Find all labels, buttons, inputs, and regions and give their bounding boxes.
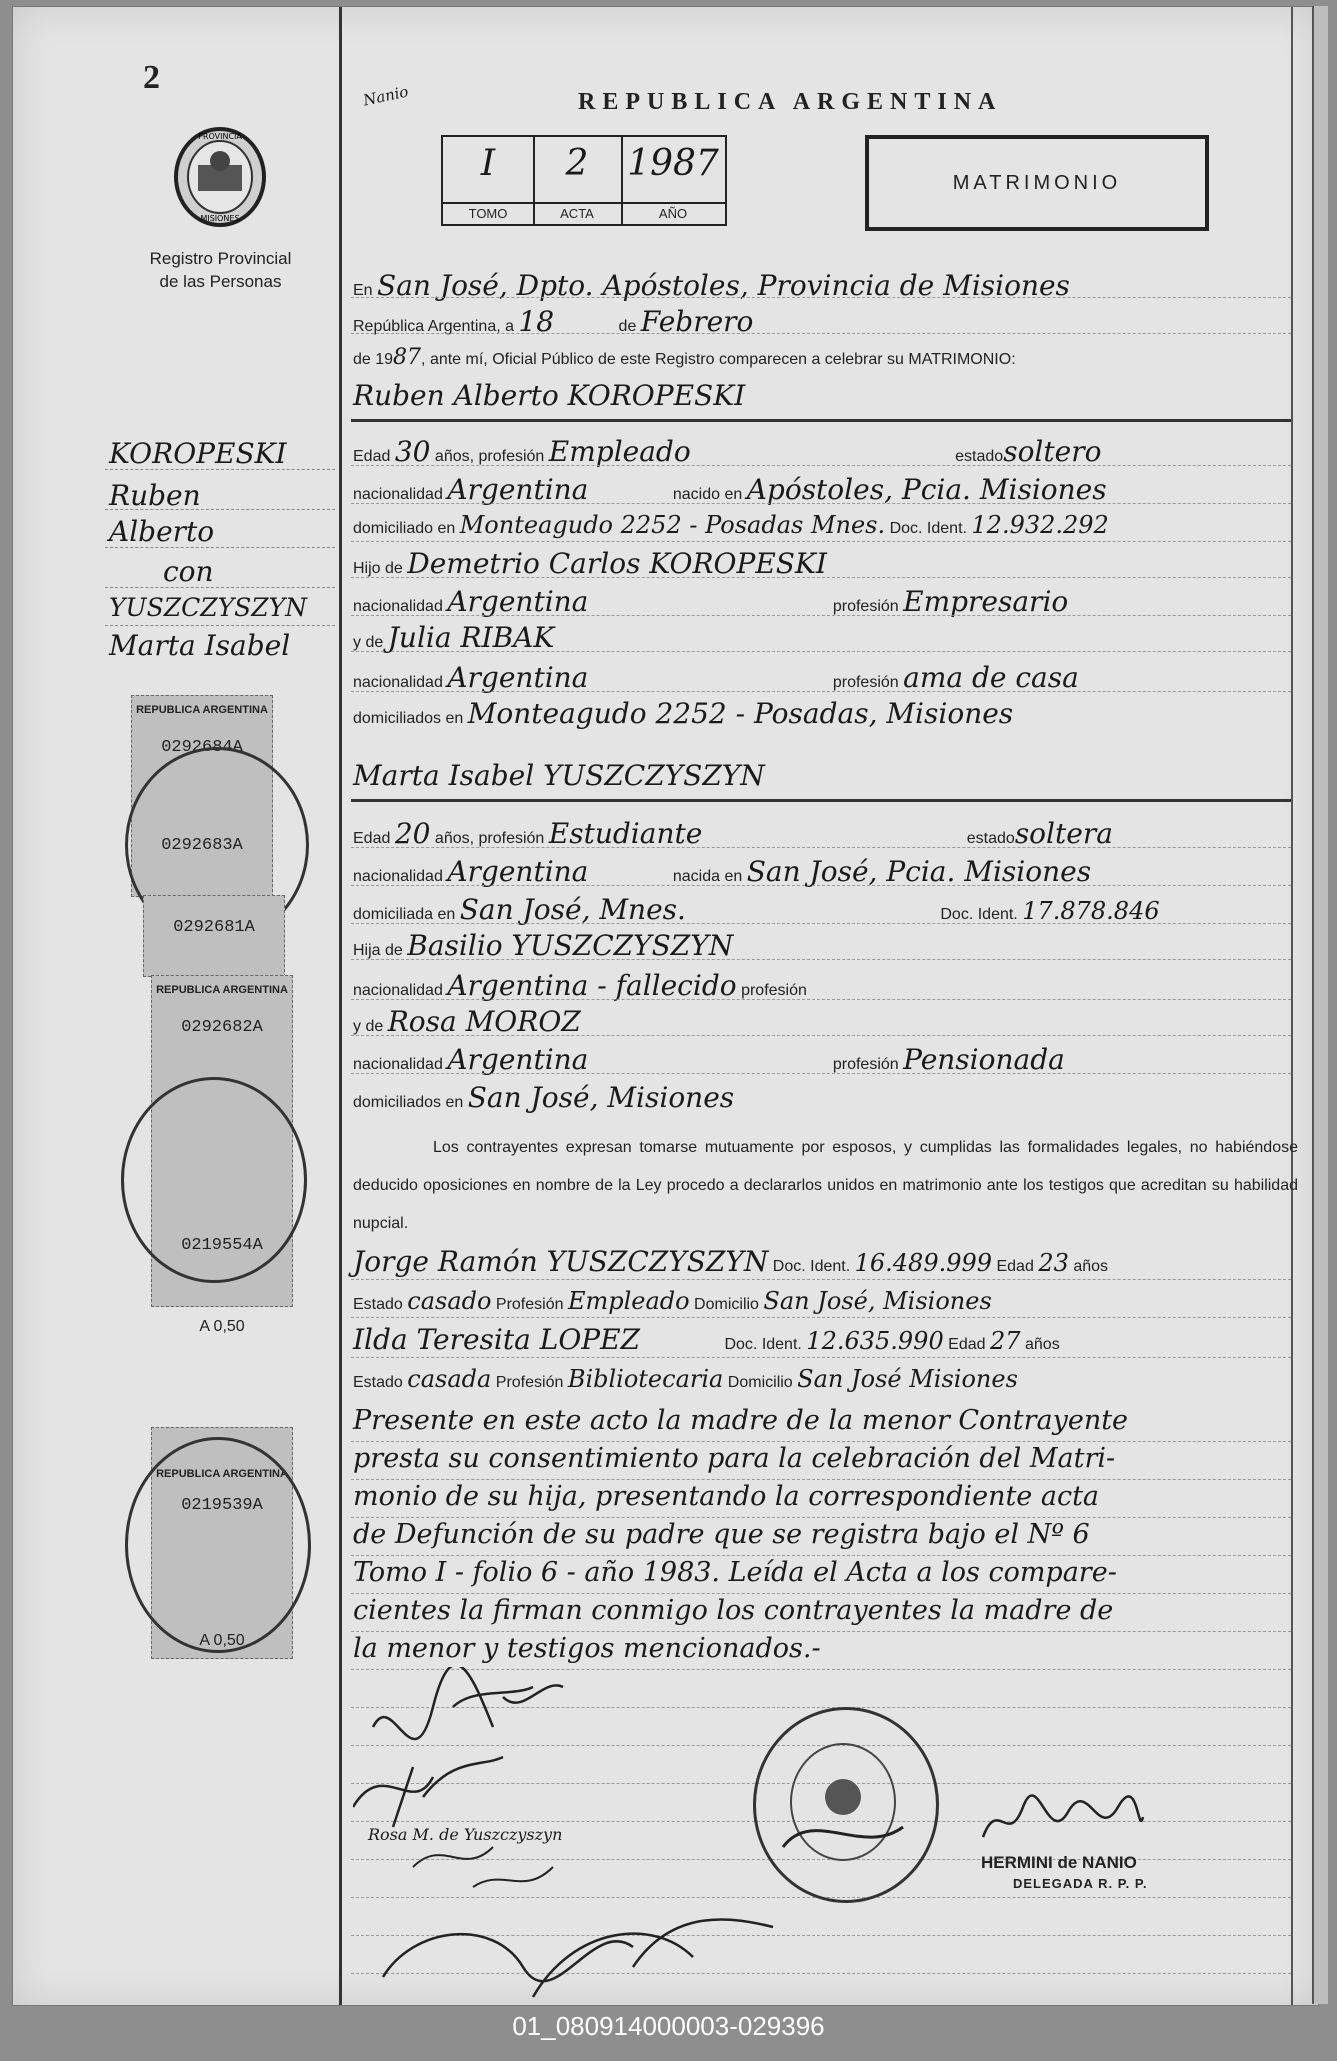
bride-name xyxy=(353,759,765,792)
left-margin-column xyxy=(13,7,339,2005)
dom-label: Domicilio xyxy=(727,1374,793,1391)
side-name-bride-surname: YUSZCZYSZYN xyxy=(109,593,307,622)
witness2-address: San José Misiones xyxy=(797,1365,1018,1393)
bride-parents-address-line xyxy=(353,1081,734,1114)
bride-name-value: Marta Isabel YUSZCZYSZYN xyxy=(353,759,765,792)
side-rule xyxy=(105,509,335,510)
nac-label: nacionalidad xyxy=(353,598,443,615)
bride-birthplace: San José, Pcia. Misiones xyxy=(746,855,1092,888)
nacido-label: nacido en xyxy=(672,486,743,503)
groom-father-profession: Empresario xyxy=(903,585,1069,618)
nac-label: nacionalidad xyxy=(353,982,443,999)
en-label: En xyxy=(353,282,373,299)
estado-label: Estado xyxy=(353,1374,403,1391)
dom-label: domiciliada en xyxy=(353,906,456,923)
edad-label: Edad xyxy=(948,1336,986,1353)
witness1-age: 23 xyxy=(1038,1249,1069,1277)
anos-prof-label: años, profesión xyxy=(434,448,545,465)
side-name-surname: KOROPESKI xyxy=(109,437,287,470)
stamp-number: 0292681A xyxy=(173,918,255,937)
stamp-number: 0292683A xyxy=(161,836,243,855)
groom-mother: Julia RIBAK xyxy=(387,621,555,654)
official-title: DELEGADA R. P. P. xyxy=(1013,1876,1148,1891)
witness2-doc: 12.635.990 xyxy=(806,1327,944,1355)
de-label: de xyxy=(618,318,637,335)
legal-text: Los contrayentes expresan tomarse mutuamente por esposos, y cumplidas las formalidades legales, no habiéndose deducido oposiciones en nombre de la Ley procedo a declararlos unidos en matrimonio ante los testigos que acreditan su habilidad nupcial. xyxy=(353,1139,1298,1232)
crest-text-top: PROVINCIA xyxy=(198,132,242,141)
estado-label: estado xyxy=(955,448,1004,465)
registry-seal-left-3 xyxy=(125,1437,311,1653)
year-prefix: de 19 xyxy=(353,351,394,368)
month-value: Febrero xyxy=(640,305,754,338)
bride-father-nationality: Argentina - fallecido xyxy=(447,969,737,1002)
stamp-number: 0292684A xyxy=(161,738,243,757)
doms-label: domiciliados en xyxy=(353,710,464,727)
bride-mother-nationality: Argentina xyxy=(447,1043,589,1076)
bride-father-nat-line xyxy=(353,969,807,1002)
dom-label: Domicilio xyxy=(694,1296,759,1313)
nac-label: nacionalidad xyxy=(353,674,443,691)
note-line: de Defunción de su padre que se registra bajo el Nº 6 xyxy=(353,1519,1090,1550)
groom-mother-nat-line xyxy=(353,661,1079,694)
witness1-details xyxy=(353,1287,992,1315)
groom-mother-profession: ama de casa xyxy=(903,661,1079,694)
groom-father: Demetrio Carlos KOROPESKI xyxy=(407,547,827,580)
edad-label: Edad xyxy=(353,448,391,465)
column-divider xyxy=(339,7,342,2005)
side-rule xyxy=(105,587,335,588)
hija-label: Hija de xyxy=(353,942,403,959)
bride-father: Basilio YUSZCZYSZYN xyxy=(407,929,734,962)
hijo-label: Hijo de xyxy=(353,560,403,577)
estado-label: Estado xyxy=(353,1296,403,1313)
registry-seal-left-2 xyxy=(121,1077,307,1283)
footer-document-id: 01_080914000003-029396 xyxy=(512,2011,825,2041)
witness1-doc: 16.489.999 xyxy=(854,1249,993,1277)
annotation-top: Nanio xyxy=(361,82,410,110)
intro-line-3 xyxy=(353,345,1016,370)
groom-civil-status: soltero xyxy=(1003,435,1102,468)
crest-text-bottom: MISIONES xyxy=(200,214,240,223)
acta-label: ACTA xyxy=(533,202,621,224)
bride-age: 20 xyxy=(394,817,431,850)
record-number-box xyxy=(441,135,727,226)
stamp-price: A 0,50 xyxy=(199,1318,245,1335)
tomo-label: TOMO xyxy=(443,202,533,224)
side-rule xyxy=(105,469,335,470)
side-name-bride: Marta Isabel xyxy=(109,629,291,662)
anio-label: AÑO xyxy=(621,202,725,224)
edad-label: Edad xyxy=(996,1258,1034,1275)
registry-line-2: de las Personas xyxy=(159,272,282,291)
yde-label: y de xyxy=(353,634,384,651)
page-number: 2 xyxy=(143,59,160,96)
prof-label: profesión xyxy=(832,598,899,615)
stamp-title: REPUBLICA ARGENTINA xyxy=(156,1468,288,1480)
dom-label: domiciliado en xyxy=(353,520,456,537)
bride-age-line xyxy=(353,817,1113,850)
anio-cell xyxy=(621,137,725,224)
seal-emblem-icon xyxy=(773,1727,913,1877)
year-suffix: 87 xyxy=(393,345,422,370)
note-line: cientes la firman conmigo los contrayentes la madre de xyxy=(353,1595,1114,1626)
groom-age-line xyxy=(353,435,1101,468)
registry-name xyxy=(113,247,328,293)
bride-address-line xyxy=(353,893,1160,926)
book-edge xyxy=(1312,6,1328,2004)
groom-name xyxy=(353,379,745,412)
nacida-label: nacida en xyxy=(672,868,743,885)
witness2-civil-status: casada xyxy=(407,1365,492,1393)
bride-father-line xyxy=(353,929,733,962)
witness1-address: San José, Misiones xyxy=(763,1287,992,1315)
place-value: San José, Dpto. Apóstoles, Provincia de Misiones xyxy=(377,269,1070,302)
groom-father-nationality: Argentina xyxy=(447,585,589,618)
prof-label: profesión xyxy=(741,982,807,999)
witness2-profession: Bibliotecaria xyxy=(567,1365,724,1393)
groom-profession: Empleado xyxy=(548,435,691,468)
bride-mother-line xyxy=(353,1005,581,1038)
fiscal-stamp xyxy=(143,895,285,977)
tomo-value: I xyxy=(480,143,496,184)
witness1-line xyxy=(353,1245,1108,1278)
note-line: la menor y testigos mencionados.- xyxy=(353,1633,821,1664)
groom-father-line xyxy=(353,547,827,580)
yde-label: y de xyxy=(353,1018,384,1035)
groom-address: Monteagudo 2252 - Posadas Mnes. xyxy=(459,511,886,539)
anos-label: años xyxy=(1073,1258,1109,1275)
official-name: HERMINI de NANIO xyxy=(981,1853,1137,1872)
estado-label: estado xyxy=(966,830,1015,847)
republica-label: República Argentina, a xyxy=(353,318,514,335)
groom-doc: 12.932.292 xyxy=(971,511,1109,539)
groom-mother-nationality: Argentina xyxy=(447,661,589,694)
bride-doc: 17.878.846 xyxy=(1022,897,1160,925)
anos-label: años xyxy=(1025,1336,1060,1353)
witness1-profession: Empleado xyxy=(567,1287,690,1315)
side-con: con xyxy=(163,555,214,588)
bride-nationality-line xyxy=(353,855,1091,888)
doc-label: Doc. Ident. xyxy=(889,520,967,537)
bride-mother-profession: Pensionada xyxy=(903,1043,1065,1076)
side-name-first: Ruben xyxy=(109,479,201,512)
doc-label: Doc. Ident. xyxy=(940,906,1018,923)
bride-mother-nat-line xyxy=(353,1043,1065,1076)
certificate-page xyxy=(12,6,1319,2006)
stamp-title: REPUBLICA ARGENTINA xyxy=(136,704,268,716)
groom-nationality: Argentina xyxy=(447,473,589,506)
anos-prof-label: años, profesión xyxy=(434,830,545,847)
bride-profession: Estudiante xyxy=(548,817,703,850)
groom-birthplace: Apóstoles, Pcia. Misiones xyxy=(746,473,1107,506)
groom-father-nat-line xyxy=(353,585,1068,618)
side-name-second: Alberto xyxy=(109,515,215,548)
groom-address-line xyxy=(353,511,1109,539)
registry-line-1: Registro Provincial xyxy=(149,249,292,268)
groom-parents-address-line xyxy=(353,697,1013,730)
prof-label: profesión xyxy=(832,674,899,691)
tomo-cell xyxy=(443,137,535,224)
edad-label: Edad xyxy=(353,830,391,847)
bride-parents-address: San José, Misiones xyxy=(467,1081,735,1114)
prof-label: profesión xyxy=(832,1056,899,1073)
witness1-civil-status: casado xyxy=(407,1287,492,1315)
bride-civil-status: soltera xyxy=(1014,817,1113,850)
groom-mother-line xyxy=(353,621,554,654)
witness2-line xyxy=(353,1323,1060,1356)
right-margin-rule xyxy=(1291,7,1293,2005)
prof-label: Profesión xyxy=(495,1374,564,1391)
stamp-number: 0219554A xyxy=(181,1236,263,1255)
stamp-title: REPUBLICA ARGENTINA xyxy=(156,984,288,996)
side-rule xyxy=(105,625,335,626)
note-line: presta su consentimiento para la celebración del Matri- xyxy=(353,1443,1116,1474)
day-value: 18 xyxy=(518,305,555,338)
groom-age: 30 xyxy=(394,435,431,468)
provincial-crest-icon xyxy=(168,125,272,229)
country-header: REPUBLICA ARGENTINA xyxy=(578,89,1003,115)
anio-value: 1987 xyxy=(627,143,719,184)
prof-label: Profesión xyxy=(495,1296,564,1313)
acta-cell xyxy=(533,137,623,224)
stamp-number: 0219539A xyxy=(181,1496,263,1515)
note-line: monio de su hija, presentando la correspondiente acta xyxy=(353,1481,1100,1512)
nac-label: nacionalidad xyxy=(353,868,443,885)
signature-rosa: Rosa M. de Yuszczyszyn xyxy=(368,1825,563,1844)
doc-label: Doc. Ident. xyxy=(724,1336,802,1353)
stamp-price: A 0,50 xyxy=(199,1632,245,1649)
official-signature xyxy=(978,1787,1148,1857)
witness2-name: Ilda Teresita LOPEZ xyxy=(353,1323,641,1356)
doc-label: Doc. Ident. xyxy=(772,1258,851,1275)
groom-parents-address: Monteagudo 2252 - Posadas, Misiones xyxy=(467,697,1014,730)
doms-label: domiciliados en xyxy=(353,1094,464,1111)
bride-address: San José, Mnes. xyxy=(459,893,686,926)
acta-value: 2 xyxy=(565,143,589,184)
stamp-number: 0292682A xyxy=(181,1018,263,1037)
bride-mother: Rosa MOROZ xyxy=(387,1005,581,1038)
document-type: MATRIMONIO xyxy=(865,135,1209,231)
groom-name-value: Ruben Alberto KOROPESKI xyxy=(353,379,746,412)
groom-nationality-line xyxy=(353,473,1107,506)
nac-label: nacionalidad xyxy=(353,1056,443,1073)
witness2-age: 27 xyxy=(990,1327,1021,1355)
bride-nationality: Argentina xyxy=(447,855,589,888)
year-text: , ante mí, Oficial Público de este Registro comparecen a celebrar su MATRIMONIO: xyxy=(421,351,1016,368)
nac-label: nacionalidad xyxy=(353,486,443,503)
side-rule xyxy=(105,547,335,548)
witness2-details xyxy=(353,1365,1018,1393)
note-line: Tomo I - folio 6 - año 1983. Leída el Acta a los compare- xyxy=(353,1557,1117,1588)
note-line: Presente en este acto la madre de la menor Contrayente xyxy=(353,1405,1129,1436)
witness1-name: Jorge Ramón YUSZCZYSZYN xyxy=(353,1245,769,1278)
